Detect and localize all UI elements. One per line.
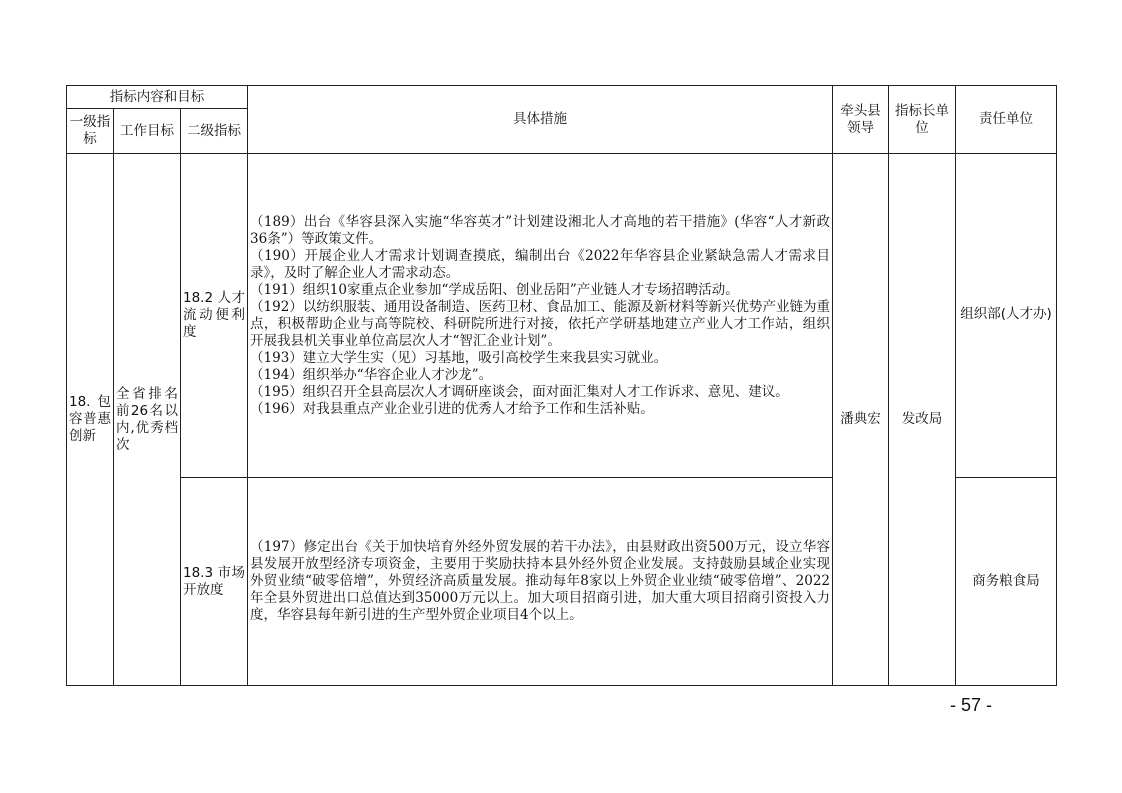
measure-item: （190）开展企业人才需求计划调查摸底，编制出台《2022年华容县企业紧缺急需人才需求目录》，及时了解企业人才需求动态。 [250,247,831,281]
page-number: - 57 - [950,695,993,715]
lead-official: 潘典宏 [833,154,889,686]
responsible-unit: 组织部(人才办) [956,154,1057,478]
measures-cell [248,154,833,478]
measure-item: （194）组织举办“华容企业人才沙龙”。 [250,366,493,383]
level2-indicator: 18.3 市场开放度 [181,478,248,686]
header-row-top [67,86,1057,109]
header-chief-unit: 指标长单位 [889,86,956,154]
measure-item: （195）组织召开全县高层次人才调研座谈会，面对面汇集对人才工作诉求、意见、建议。 [250,383,789,400]
header-responsible: 责任单位 [956,86,1057,154]
indicator-table [66,85,1057,686]
header-level2: 二级指标 [181,109,248,154]
chief-unit: 发改局 [889,154,956,686]
measure-item: （192）以纺织服装、通用设备制造、医药卫材、食品加工、能源及新材料等新兴优势产业链为重点，积极帮助企业与高等院校、科研院所进行对接，依托产学研基地建立产业人才工作站，组织开展我县机关事业单位高层次人才“智汇企业计划”。 [250,298,831,349]
header-work-goal: 工作目标 [114,109,181,154]
header-level1: 一级指标 [67,109,114,154]
measure-item: （193）建立大学生实（见）习基地，吸引高校学生来我县实习就业。 [250,349,668,366]
level1-indicator: 18.包容普惠创新 [67,154,114,686]
measure-item: （189）出台《华容县深入实施“华容英才”计划建设湘北人才高地的若干措施》(华容“人才新政36条”）等政策文件。 [250,213,831,247]
header-group: 指标内容和目标 [67,86,248,109]
header-lead: 牵头县领导 [833,86,889,154]
responsible-unit: 商务粮食局 [956,478,1057,686]
measure-item: （196）对我县重点产业企业引进的优秀人才给予工作和生活补贴。 [250,400,654,417]
measure-item: （191）组织10家重点企业参加“学成岳阳、创业岳阳”产业链人才专场招聘活动。 [250,281,739,298]
measure-item: （197）修定出台《关于加快培育外经外贸发展的若干办法》，由县财政出资500万元，设立华容县发展开放型经济专项资金，主要用于奖励扶持本县外经外贸企业发展。支持鼓励县域企业实现外贸业绩“破零倍增”，外贸经济高质量发展。推动每年8家以上外贸企业业绩“破零倍增”、2022年全县外贸进出口总值达到35000万元以上。加大项目招商引进，加大重大项目招商引资投入力度，华容县每年新引进的生产型外贸企业项目4个以上。 [250,539,831,623]
table-row [67,154,1057,478]
measures-cell [248,478,833,686]
header-measures: 具体措施 [248,86,833,154]
level2-indicator: 18.2 人才流动便利度 [181,154,248,478]
work-goal: 全省排名前26名以内,优秀档次 [114,154,181,686]
